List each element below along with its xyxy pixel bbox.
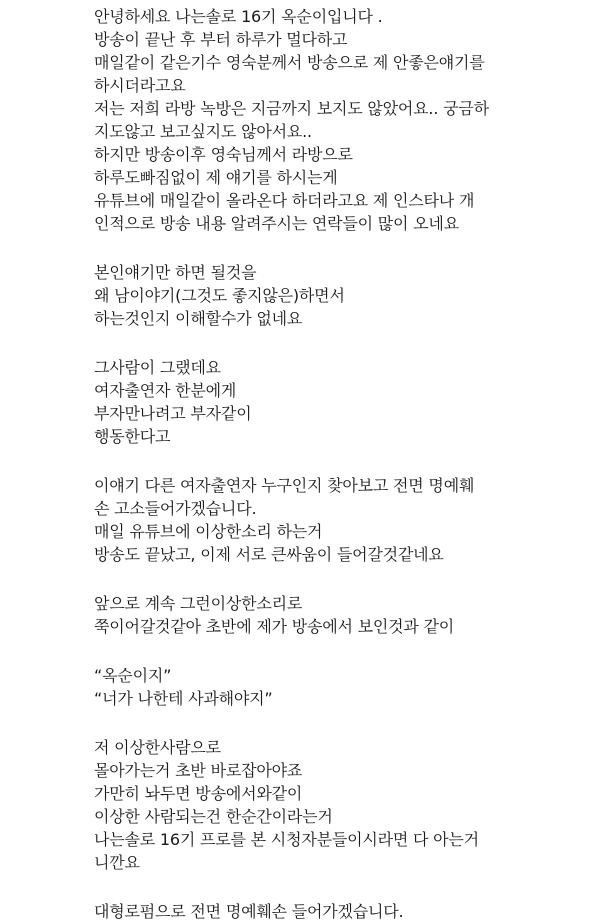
text-line: 본인얘기만 하면 될것을 (94, 263, 257, 282)
paragraph-greeting (94, 5, 602, 235)
text-line: 지도않고 보고싶지도 않아서요.. (94, 122, 312, 141)
text-line: 하지만 방송이후 영숙님께서 라방으로 (94, 145, 353, 164)
text-line: 쭉이어갈것같아 초반에 제가 방송에서 보인것과 같이 (94, 617, 455, 636)
text-line: 행동한다고 (94, 427, 171, 446)
text-line: 여자출연자 한분에게 (94, 381, 237, 400)
text-line: “옥순이지” (94, 666, 172, 685)
paragraph-correction (94, 736, 602, 874)
text-line: 이얘기 다른 여자출연자 누구인지 찾아보고 전면 명예훼 (94, 476, 475, 495)
text-line: 방송도 끝났고, 이제 서로 큰싸움이 들어갈것같네요 (94, 545, 444, 564)
text-line: “너가 나한테 사과해야지” (94, 689, 273, 708)
text-line: 하루도빠짐없이 제 얘기를 하시는게 (94, 168, 338, 187)
text-line: 하는것인지 이해할수가 없네요 (94, 309, 303, 328)
text-line: 매일 유튜브에 이상한소리 하는거 (94, 522, 323, 541)
paragraph-closing (94, 900, 602, 923)
paragraph-rumor (94, 356, 602, 448)
text-line: 니깐요 (94, 853, 140, 872)
text-line: 왜 남이야기(그것도 좋지않은)하면서 (94, 286, 345, 305)
text-line: 나는솔로 16기 프로를 본 시청자분들이시라면 다 아는거 (94, 830, 479, 849)
text-line: 이상한 사람되는건 한순간이라는거 (94, 807, 333, 826)
text-line: 방송이 끝난 후 부터 하루가 멀다하고 (94, 30, 348, 49)
paragraph-quotes (94, 664, 602, 710)
text-line: 저는 저희 라방 녹방은 지금까지 보지도 않았어요.. 궁금하 (94, 99, 489, 118)
text-line: 그사람이 그랬데요 (94, 358, 221, 377)
paragraph-lawsuit (94, 474, 602, 566)
text-line: 인적으로 방송 내용 알려주시는 연락들이 많이 오네요 (94, 214, 459, 233)
paragraph-future (94, 592, 602, 638)
text-line: 저 이상한사람으로 (94, 738, 221, 757)
text-line: 유튜브에 매일같이 올라온다 하더라고요 제 인스타나 개 (94, 191, 475, 210)
text-line: 부자만나려고 부자같이 (94, 404, 252, 423)
text-line: 안녕하세요 나는솔로 16기 옥순이입니다 . (94, 7, 383, 26)
text-line: 가만히 놔두면 방송에서와같이 (94, 784, 303, 803)
text-line: 몰아가는거 초반 바로잡아야죠 (94, 761, 303, 780)
text-line: 하시더라고요 (94, 76, 186, 95)
text-line: 대형로펌으로 전면 명예훼손 들어가겠습니다. (94, 902, 404, 921)
text-line: 손 고소들어가겠습니다. (94, 499, 257, 518)
text-line: 앞으로 계속 그런이상한소리로 (94, 594, 303, 613)
paragraph-complaint (94, 261, 602, 330)
text-line: 매일같이 같은기수 영숙분께서 방송으로 제 안좋은얘기를 (94, 53, 485, 72)
